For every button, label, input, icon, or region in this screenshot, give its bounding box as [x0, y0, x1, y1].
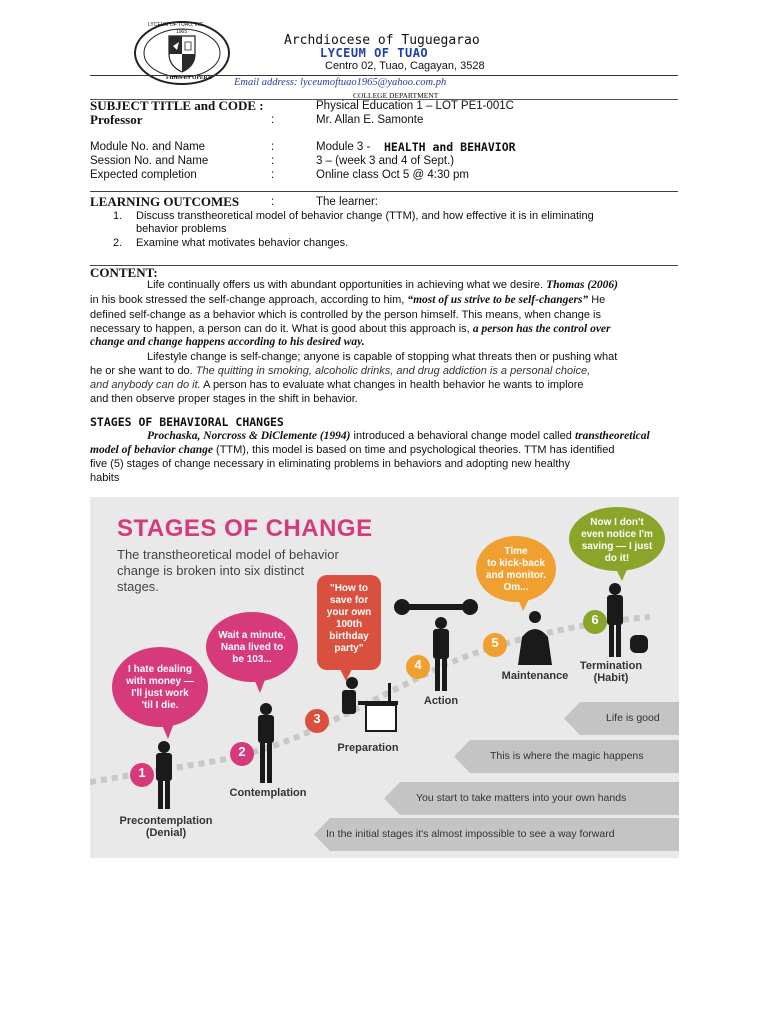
stage-4-label: Action — [423, 695, 459, 707]
stage-6-quote-l4: do it! — [604, 553, 630, 564]
outcomes-intro: The learner: — [316, 196, 379, 208]
stage-6-quote-l1: Now I don't — [590, 517, 644, 528]
outcome-1-text-cont: behavior problems — [136, 223, 227, 235]
seal-year: 1965 — [176, 29, 188, 35]
stage-3-quote-l1: "How to — [329, 583, 369, 594]
stages-line2-text: (TTM), this model is based on time and psychological theories. TTM has identified — [216, 444, 615, 456]
stage-2-quote-l2: Nana lived to — [220, 642, 284, 653]
stage-5-quote-l4: Om... — [503, 582, 529, 593]
school-name: LYCEUM OF TUAO — [320, 46, 429, 60]
module-value-name: HEALTH and BEHAVIOR — [384, 140, 516, 154]
stage-5-quote-l3: and monitor. — [486, 570, 546, 581]
school-address: Centro 02, Tuao, Cagayan, 3528 — [325, 60, 485, 72]
stage-number-3: 3 — [313, 711, 321, 726]
content-p1-line2-text: in his book stressed the self-change approach, according to him, — [90, 294, 405, 306]
stage-5-quote-l2: to kick-back — [487, 558, 545, 569]
stage-1-label — [106, 815, 226, 839]
quote-self-changers: “most of us strive to be self-changers” — [407, 294, 589, 306]
term-model: model of behavior change — [90, 444, 213, 456]
stage-2-quote-l1: Wait a minute, — [218, 630, 286, 641]
completion-label: Expected completion — [90, 169, 197, 181]
content-p2-line1: Lifestyle change is self-change; anyone is capable of stopping what threats then or pushing what — [147, 351, 618, 363]
outcome-2-number: 2. — [113, 237, 123, 249]
archdiocese-line: Archdiocese of Tuguegarao — [284, 33, 480, 48]
content-p1-line4 — [90, 322, 611, 337]
arrow-text-4: In the initial stages it's almost impossible to see a way forward — [326, 828, 615, 840]
citation-thomas: Thomas (2006) — [546, 279, 618, 291]
session-label: Session No. and Name — [90, 155, 209, 167]
module-colon: : — [271, 141, 275, 153]
module-label: Module No. and Name — [90, 141, 206, 153]
header-divider — [90, 75, 678, 76]
stage-1-quote — [118, 664, 202, 712]
content-p2-line3-text: A person has to evaluate what changes in health behavior he wants to implore — [203, 379, 584, 391]
session-value: 3 – (week 3 and 4 of Sept.) — [316, 155, 455, 167]
emphasis-control: a person has the control over — [472, 323, 611, 335]
stage-2-label: Contemplation — [229, 787, 307, 799]
stage-number-5: 5 — [491, 635, 499, 650]
stage-1-quote-l4: 'til I die. — [141, 700, 179, 711]
outcomes-divider — [90, 191, 678, 192]
stage-2-quote — [210, 630, 294, 666]
outcomes-colon: : — [271, 196, 275, 208]
department-label: COLLEGE DEPARTMENT — [353, 91, 439, 100]
stage-6-quote — [574, 517, 660, 565]
stage-3-quote-l4: 100th — [335, 619, 363, 630]
professor-colon: : — [271, 114, 275, 126]
stage-1-quote-l3: I'll just work — [131, 688, 189, 699]
content-p2-line2 — [90, 364, 590, 379]
outcome-2-text: Examine what motivates behavior changes. — [136, 237, 349, 249]
content-p1-line5: change and change happens according to his desired way. — [90, 336, 365, 348]
stage-3-label: Preparation — [337, 742, 399, 754]
stage-3-quote-l3: your own — [326, 607, 372, 618]
stage-6-quote-l3: saving — I just — [581, 541, 653, 552]
school-email: Email address: lyceumoftuao1965@yahoo.com.ph — [234, 77, 447, 88]
arrow-text-1: Life is good — [606, 712, 660, 724]
stage-3-quote-l6: party" — [334, 643, 364, 654]
content-heading: CONTENT: — [90, 265, 158, 280]
stage-5-label: Maintenance — [501, 670, 569, 682]
stage-1-label-l1: Precontemplation — [119, 815, 213, 827]
content-divider — [90, 265, 678, 266]
citation-prochaska: Prochaska, Norcross & DiClemente (1994) — [147, 430, 351, 442]
seal-motto: FIDES ET OPERA — [166, 75, 212, 81]
content-p2-line2-text: he or she want to do. — [90, 365, 193, 377]
stage-number-4: 4 — [414, 657, 422, 672]
stage-6-label-l1: Termination — [579, 660, 643, 672]
content-p1-line4-text: necessary to happen, a person can do it. What is good about this approach is, — [90, 323, 470, 335]
arrow-text-2: This is where the magic happens — [490, 750, 644, 762]
content-p2-italic-1: The quitting in smoking, alcoholic drinks, and drug addiction is a personal choice, — [195, 365, 591, 377]
learning-outcomes-heading: LEARNING OUTCOMES — [90, 194, 240, 209]
stage-3-quote-l5: birthday — [329, 631, 369, 642]
stage-3-quote-l2: save for — [329, 595, 369, 606]
stage-5-quote — [480, 546, 552, 594]
stage-1-quote-l2: with money — — [126, 676, 194, 687]
stages-line1 — [147, 429, 650, 444]
stage-6-label — [566, 660, 656, 684]
stage-6-label-l2: (Habit) — [593, 672, 629, 684]
completion-value: Online class Oct 5 @ 4:30 pm — [316, 169, 469, 181]
completion-colon: : — [271, 169, 275, 181]
stage-1-quote-l1: I hate dealing — [128, 664, 192, 675]
arrow-text-3: You start to take matters into your own hands — [416, 792, 627, 804]
stages-line1-text: introduced a behavioral change model called — [353, 430, 572, 442]
term-transtheoretical: transtheoretical — [574, 430, 650, 442]
content-p1-line1 — [147, 278, 618, 293]
stages-heading: STAGES OF BEHAVIORAL CHANGES — [90, 415, 284, 429]
stages-line3: five (5) stages of change necessary in eliminating problems in behaviors and adopting new healthy — [90, 458, 571, 470]
subject-title-value: Physical Education 1 – LOT PE1-001C — [316, 100, 514, 112]
stages-line4: habits — [90, 472, 120, 484]
module-value-prefix: Module 3 - — [316, 141, 371, 153]
stage-number-1: 1 — [138, 765, 146, 780]
content-p2-line3 — [90, 378, 584, 393]
content-p1-line1-text: Life continually offers us with abundant opportunities in achieving what we desire. — [147, 279, 544, 291]
stage-5-quote-l1: Time — [504, 546, 528, 557]
professor-value: Mr. Allan E. Samonte — [316, 114, 424, 126]
seal-text-top: LYCEUM OF TUAO, INC — [148, 22, 204, 28]
stages-line2 — [90, 443, 614, 458]
subject-title-label: SUBJECT TITLE and CODE : — [90, 98, 264, 113]
content-p2-line4: and then observe proper stages in the shift in behavior. — [90, 393, 358, 405]
content-p1-line3: defined self-change as a behavior which is controlled by the person himself. This means, when change is — [90, 309, 601, 321]
stage-3-quote — [319, 583, 379, 655]
content-p1-line2 — [90, 293, 680, 308]
outcome-1-number: 1. — [113, 210, 123, 222]
stage-6-quote-l2: even notice I'm — [581, 529, 653, 540]
outcome-1-text: Discuss transtheoretical model of behavior change (TTM), and how effective it is in eliminating — [136, 210, 594, 222]
stages-of-change-infographic — [90, 497, 679, 858]
professor-label: Professor — [90, 112, 143, 127]
infographic-title: STAGES OF CHANGE — [117, 515, 373, 542]
content-p2-italic-2: and anybody can do it. — [90, 379, 201, 391]
stage-number-6: 6 — [591, 612, 599, 627]
session-colon: : — [271, 155, 275, 167]
infographic-subtitle: The transtheoretical model of behavior change is broken into six distinct stages. — [117, 547, 339, 594]
stage-number-2: 2 — [238, 744, 246, 759]
content-p1-line2-end: He — [591, 294, 606, 306]
stage-1-label-l2: (Denial) — [145, 827, 187, 839]
stage-2-quote-l3: be 103... — [232, 654, 272, 665]
